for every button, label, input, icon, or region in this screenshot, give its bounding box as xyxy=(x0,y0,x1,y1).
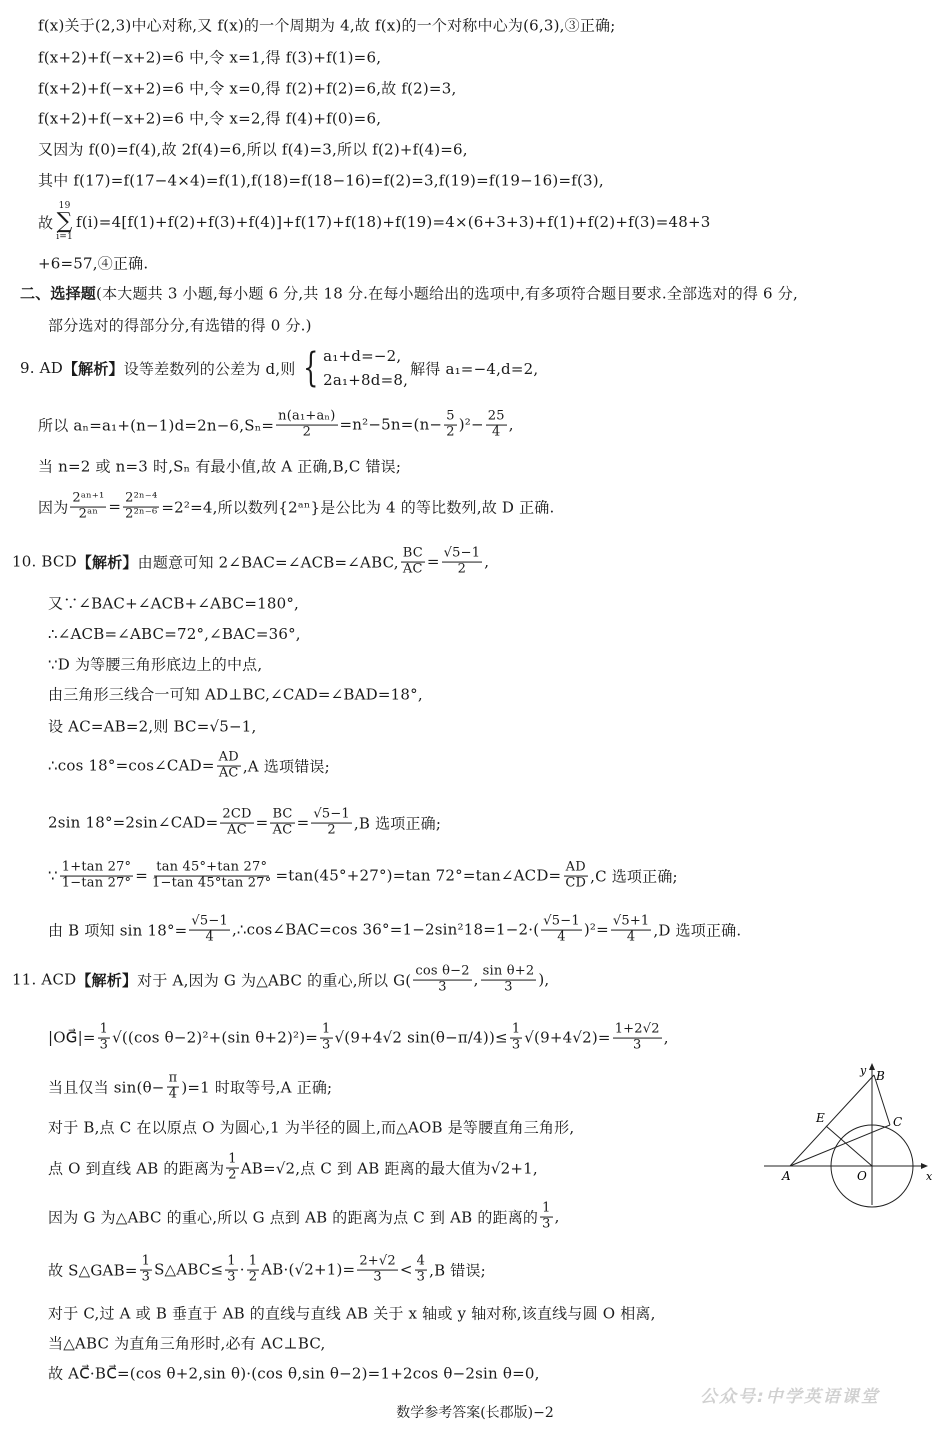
denominator: 3 xyxy=(511,1037,521,1053)
text-line xyxy=(48,1117,574,1138)
numerator: √5−1 xyxy=(443,545,481,561)
text-run: 所以 aₙ=a₁+(n−1)d=2n−6,Sₙ= xyxy=(38,416,275,435)
text-run: ,D 选项正确. xyxy=(653,921,742,940)
denominator: 3 xyxy=(141,1269,151,1285)
fraction xyxy=(225,1255,237,1286)
denominator: 2 xyxy=(327,822,336,838)
numerator: 1 xyxy=(511,1021,521,1037)
fraction xyxy=(60,861,134,892)
sum-upper-limit: 19 xyxy=(58,201,71,211)
denominator: 2 xyxy=(228,1167,237,1183)
segment-ac xyxy=(790,1125,890,1166)
bold-label: 【解析】 xyxy=(76,553,138,572)
fraction xyxy=(247,1255,259,1286)
text-run: 点 O 到直线 AB 的距离为 xyxy=(48,1159,225,1178)
text-line xyxy=(48,1255,486,1286)
text-run: f(x+2)+f(−x+2)=6 中,令 x=1,得 f(3)+f(1)=6, xyxy=(38,48,382,67)
text-run: 2sin 18°=2sin∠CAD= xyxy=(48,814,219,832)
fraction xyxy=(226,1153,238,1184)
fraction xyxy=(167,1072,180,1103)
text-line xyxy=(48,625,301,643)
label-c: C xyxy=(893,1115,903,1129)
text-run: 又∵∠BAC+∠ACB+∠ABC=180°, xyxy=(48,594,299,613)
fraction xyxy=(413,965,471,996)
fraction xyxy=(613,1023,662,1054)
text-run: 部分选对的得部分分,有选错的得 0 分.) xyxy=(48,316,312,335)
text-run: 解得 a₁=−4,d=2, xyxy=(410,359,539,378)
label-a: A xyxy=(782,1169,791,1183)
denominator: 4 xyxy=(491,424,501,440)
denominator: AC xyxy=(402,561,423,577)
fraction xyxy=(540,1202,552,1233)
text-run: 对于 A,因为 G 为△ABC 的重心,所以 G( xyxy=(137,971,412,990)
label-y: y xyxy=(860,1064,867,1077)
text-line xyxy=(48,593,299,614)
fraction xyxy=(320,1023,332,1054)
text-run: = xyxy=(108,498,122,516)
text-run: S△ABC≤ xyxy=(154,1261,224,1279)
fraction xyxy=(481,965,537,996)
text-line xyxy=(12,965,549,996)
denominator: 4 xyxy=(557,929,566,945)
text-run: = xyxy=(135,867,149,885)
sigma-symbol: ∑ xyxy=(56,209,73,234)
text-run: 因为 G 为△ABC 的重心,所以 G 点到 AB 的距离为点 C 到 AB 的距离的 xyxy=(48,1208,539,1227)
text-run: f(i)=4[f(1)+f(2)+f(3)+f(4)]+f(17)+f(18)+f(19)=4×(6+3+3)+f(1)+f(2)+f(3)=48+3 xyxy=(75,213,711,231)
text-run: ∴∠ACB=∠ABC=72°,∠BAC=36°, xyxy=(48,625,301,643)
numerator: 2ᵃⁿ⁺¹ xyxy=(72,490,105,506)
text-run: )²= xyxy=(583,921,609,939)
numerator: 2CD xyxy=(222,806,252,822)
fraction xyxy=(189,915,230,946)
text-run: = xyxy=(255,814,269,832)
text-line xyxy=(48,751,330,782)
text-run: 设等差数列的公差为 d,则 xyxy=(123,359,296,378)
text-line xyxy=(48,1072,332,1103)
denominator: 4 xyxy=(205,929,214,945)
numerator: 1 xyxy=(99,1021,109,1037)
text-line xyxy=(38,492,554,523)
fraction xyxy=(486,410,507,441)
fraction xyxy=(415,1255,427,1286)
numerator: tan 45°+tan 27° xyxy=(156,859,268,875)
text-run: 故 S△GAB= xyxy=(48,1261,138,1280)
text-line xyxy=(48,915,741,946)
text-run: 其中 f(17)=f(17−4×4)=f(1),f(18)=f(18−16)=f(2)=3,f(19)=f(19−16)=f(3), xyxy=(38,171,604,190)
denominator: 1−tan 45°tan 27° xyxy=(152,875,272,891)
bold-label: 【解析】 xyxy=(76,971,138,990)
numerator: 4 xyxy=(416,1253,426,1269)
text-line xyxy=(48,315,312,336)
numerator: √5−1 xyxy=(543,913,580,929)
text-run: (本大题共 3 小题,每小题 6 分,共 18 分.在每小题给出的选项中,有多项符合题目要求.全部选对的得 6 分, xyxy=(96,284,798,303)
bold-label: 【解析】 xyxy=(62,359,124,378)
text-line xyxy=(20,347,538,389)
equation: 2a₁+8d=8, xyxy=(323,371,409,389)
text-run: < xyxy=(399,1261,413,1279)
text-line xyxy=(38,47,381,68)
numerator: 2²ⁿ⁻⁴ xyxy=(125,490,158,506)
numerator: 2+√2 xyxy=(359,1253,396,1269)
denominator: 2 xyxy=(457,561,467,577)
y-axis-arrow xyxy=(869,1063,875,1070)
fraction xyxy=(442,547,483,578)
page-footer: 数学参考答案(长郡版)−2 xyxy=(396,1405,554,1421)
fraction xyxy=(140,1255,152,1286)
label-x: x xyxy=(926,1170,933,1183)
label-e: E xyxy=(816,1111,825,1125)
watermark: 公众号:中学英语课堂 xyxy=(700,1387,880,1407)
text-run: =tan(45°+27°)=tan 72°=tan∠ACD= xyxy=(275,867,562,885)
text-line xyxy=(38,170,604,191)
text-line xyxy=(38,108,381,129)
fraction xyxy=(444,410,456,441)
label-b: B xyxy=(876,1069,885,1083)
text-run: +6=57,④正确. xyxy=(38,254,149,273)
numerator: AD xyxy=(218,749,239,765)
numerator: sin θ+2 xyxy=(482,963,535,979)
text-run: =2²=4,所以数列{2ᵃⁿ}是公比为 4 的等比数列,故 D 正确. xyxy=(161,498,555,517)
text-run: , xyxy=(554,1208,560,1226)
denominator: 1−tan 27° xyxy=(61,875,132,891)
text-run: AB·(√2+1)= xyxy=(261,1261,356,1279)
text-run: ,C 选项正确; xyxy=(590,867,678,886)
text-run: AB=√2,点 C 到 AB 距离的最大值为√2+1, xyxy=(240,1159,538,1178)
denominator: 2²ⁿ⁻⁶ xyxy=(125,506,158,522)
numerator: BC xyxy=(402,545,423,561)
text-run: 又因为 f(0)=f(4),故 2f(4)=6,所以 f(4)=3,所以 f(2)+f(4)=6, xyxy=(38,140,468,159)
denominator: AC xyxy=(218,765,239,781)
text-line xyxy=(38,15,615,36)
text-run: 当且仅当 sin(θ− xyxy=(48,1078,165,1097)
text-run: ∵ xyxy=(48,867,58,885)
text-run: f(x+2)+f(−x+2)=6 中,令 x=2,得 f(4)+f(0)=6, xyxy=(38,109,382,128)
numerator: AD xyxy=(565,859,586,875)
text-line xyxy=(38,410,514,441)
numerator: √5−1 xyxy=(191,913,228,929)
text-run: √(9+4√2 sin(θ−π/4))≤ xyxy=(334,1029,508,1047)
numerator: BC xyxy=(272,806,293,822)
x-axis-arrow xyxy=(921,1163,928,1169)
text-line xyxy=(48,684,423,705)
text-line xyxy=(48,654,262,675)
fraction xyxy=(276,410,337,441)
text-line xyxy=(48,1333,325,1354)
text-run: |OG⃗|= xyxy=(48,1029,96,1047)
text-line xyxy=(48,1202,560,1233)
denominator: 3 xyxy=(373,1269,382,1285)
text-run: 当 n=2 或 n=3 时,Sₙ 有最小值,故 A 正确,B,C 错误; xyxy=(38,457,402,476)
denominator: 3 xyxy=(99,1037,109,1053)
numerator: 1 xyxy=(227,1253,236,1269)
numerator: cos θ−2 xyxy=(415,963,470,979)
geometry-diagram xyxy=(760,1060,935,1210)
fraction xyxy=(98,1023,110,1054)
fraction xyxy=(611,915,652,946)
denominator: 2 xyxy=(248,1269,258,1285)
equation-system xyxy=(298,347,409,389)
text-run: 11. ACD xyxy=(12,971,77,989)
denominator: 3 xyxy=(542,1216,551,1232)
fraction xyxy=(510,1023,522,1054)
denominator: 4 xyxy=(626,929,636,945)
text-run: ,∴cos∠BAC=cos 36°=1−2sin²18=1−2·( xyxy=(231,921,540,939)
text-line xyxy=(48,1363,540,1384)
text-run: 故 AC⃗·BC⃗=(cos θ+2,sin θ)·(cos θ,sin θ−2)=1+2cos θ−2sin θ=0, xyxy=(48,1364,540,1383)
text-run: √(9+4√2)= xyxy=(524,1029,611,1047)
numerator: √5+1 xyxy=(612,913,650,929)
text-line xyxy=(12,547,489,578)
numerator: 25 xyxy=(487,408,505,424)
text-line xyxy=(48,1023,669,1054)
text-run: 对于 B,点 C 在以原点 O 为圆心,1 为半径的圆上,而△AOB 是等腰直角三角形, xyxy=(48,1118,575,1137)
numerator: 5 xyxy=(446,408,455,424)
numerator: 1 xyxy=(322,1021,331,1037)
text-run: , xyxy=(484,553,490,571)
text-run: , xyxy=(508,416,514,434)
denominator: 3 xyxy=(504,979,513,995)
text-run: 设 AC=AB=2,则 BC=√5−1, xyxy=(48,717,257,736)
numerator: 1 xyxy=(248,1253,258,1269)
denominator: 3 xyxy=(632,1037,642,1053)
bold-label: 二、选择题 xyxy=(20,284,97,303)
fraction xyxy=(563,861,588,892)
numerator: 1+tan 27° xyxy=(61,859,132,875)
denominator: AC xyxy=(272,822,293,838)
text-line xyxy=(38,78,456,99)
numerator: 1 xyxy=(542,1200,551,1216)
denominator: 2 xyxy=(302,424,312,440)
denominator: CD xyxy=(565,875,587,891)
fraction xyxy=(270,808,294,839)
text-run: f(x)关于(2,3)中心对称,又 f(x)的一个周期为 4,故 f(x)的一个对称中心为(6,3),③正确; xyxy=(38,16,616,35)
text-run: √((cos θ−2)²+(sin θ+2)²)= xyxy=(112,1029,319,1047)
text-line xyxy=(48,861,678,892)
text-line xyxy=(38,253,148,274)
denominator: 3 xyxy=(416,1269,426,1285)
fraction xyxy=(311,808,352,839)
text-run: , xyxy=(473,971,479,989)
text-run: 10. BCD xyxy=(12,553,77,571)
text-run: 9. AD xyxy=(20,359,63,377)
numerator: n(a₁+aₙ) xyxy=(278,408,336,424)
text-run: ,B 错误; xyxy=(429,1261,486,1280)
denominator: 2 xyxy=(446,424,455,440)
text-run: 由 B 项知 sin 18°= xyxy=(48,921,188,940)
denominator: 3 xyxy=(438,979,447,995)
numerator: √5−1 xyxy=(313,806,350,822)
text-run: ), xyxy=(538,971,550,989)
fraction xyxy=(150,861,273,892)
text-run: 由题意可知 2∠BAC=∠ACB=∠ABC, xyxy=(137,553,399,572)
denominator: 3 xyxy=(322,1037,331,1053)
fraction xyxy=(217,751,241,782)
left-brace-symbol: { xyxy=(302,345,319,391)
fraction xyxy=(357,1255,398,1286)
fraction xyxy=(70,492,106,523)
text-run: 对于 C,过 A 或 B 垂直于 AB 的直线与直线 AB 关于 x 轴或 y 轴对称,该直线与圆 O 相离, xyxy=(48,1304,656,1323)
text-run: 故 xyxy=(38,213,54,232)
text-run: 因为 xyxy=(38,498,69,517)
numerator: 1 xyxy=(228,1151,237,1167)
equation-rows xyxy=(323,347,408,389)
text-run: ∵D 为等腰三角形底边上的中点, xyxy=(48,655,263,674)
denominator: AC xyxy=(227,822,247,838)
text-run: = xyxy=(296,814,310,832)
text-line xyxy=(38,202,710,242)
fraction xyxy=(401,547,425,578)
fraction xyxy=(541,915,582,946)
denominator: 3 xyxy=(227,1269,236,1285)
segment-ab xyxy=(790,1075,874,1166)
summation xyxy=(56,202,73,242)
text-line xyxy=(38,456,401,477)
denominator: 2ᵃⁿ xyxy=(78,506,99,522)
sum-lower-limit: i=1 xyxy=(56,232,73,242)
fraction xyxy=(123,492,159,523)
numerator: π xyxy=(168,1070,178,1086)
label-o: O xyxy=(857,1169,867,1183)
text-run: 当△ABC 为直角三角形时,必有 AC⊥BC, xyxy=(48,1334,326,1353)
text-run: · xyxy=(239,1261,245,1279)
text-run: 由三角形三线合一可知 AD⊥BC,∠CAD=∠BAD=18°, xyxy=(48,685,423,704)
text-run: =n²−5n=(n− xyxy=(339,416,443,434)
text-line xyxy=(48,1303,656,1324)
text-run: , xyxy=(663,1029,669,1047)
text-run: ,B 选项正确; xyxy=(353,814,442,833)
text-line xyxy=(38,139,468,160)
denominator: 4 xyxy=(168,1086,178,1102)
text-run: )=1 时取等号,A 正确; xyxy=(181,1078,333,1097)
equation: a₁+d=−2, xyxy=(323,347,402,365)
text-line xyxy=(20,283,798,304)
text-line xyxy=(48,808,441,839)
fraction xyxy=(220,808,253,839)
text-run: f(x+2)+f(−x+2)=6 中,令 x=0,得 f(2)+f(2)=6,故 f(2)=3, xyxy=(38,79,457,98)
text-run: )²− xyxy=(458,416,484,434)
text-line xyxy=(48,1153,538,1184)
text-line xyxy=(48,716,256,737)
numerator: 1+2√2 xyxy=(614,1021,660,1037)
numerator: 1 xyxy=(141,1253,151,1269)
text-run: = xyxy=(426,553,440,571)
text-run: ,A 选项错误; xyxy=(242,757,330,776)
text-run: ∴cos 18°=cos∠CAD= xyxy=(48,757,215,775)
